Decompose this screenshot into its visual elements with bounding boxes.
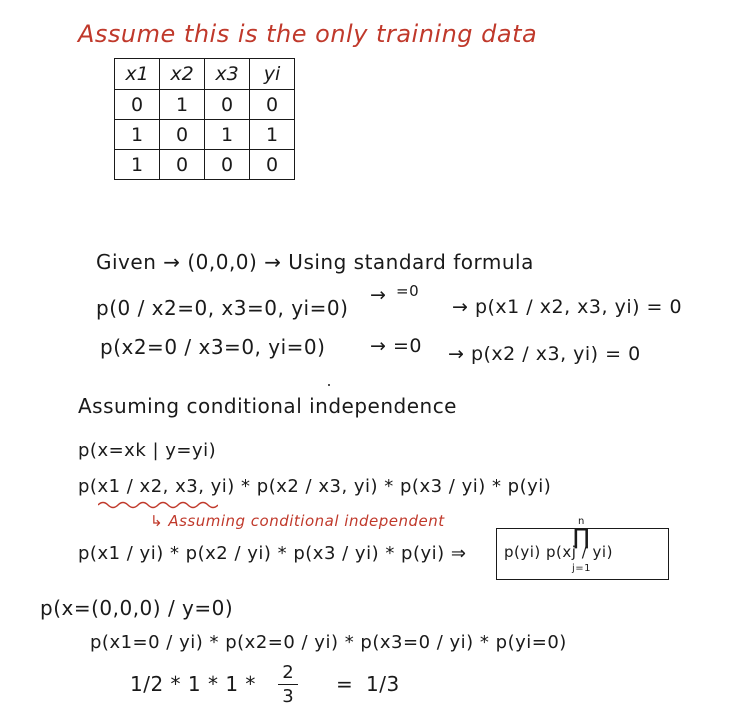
chain-rule-note: ↳ Assuming conditional independent	[150, 512, 445, 530]
boxed-formula: p(yi) p(xj / yi)	[504, 543, 613, 561]
calculation-line: 1/2 * 1 * 1 *	[130, 672, 256, 696]
example-expansion-line: p(x1=0 / yi) * p(x2=0 / yi) * p(x3=0 / yi) * p(yi=0)	[90, 632, 567, 653]
table-cell: 0	[205, 150, 250, 180]
table-cell: 0	[160, 120, 205, 150]
final-result: 1/3	[366, 672, 400, 696]
table-cell: 0	[250, 90, 295, 120]
table-row	[115, 120, 295, 150]
column-header-x2: x2	[160, 59, 205, 90]
fraction-denominator: 3	[282, 686, 294, 707]
product-symbol: ∏	[573, 525, 591, 550]
product-expansion-line: p(x1 / yi) * p(x2 / yi) * p(x3 / yi) * p(yi) ⇒	[78, 543, 467, 564]
assuming-heading: Assuming conditional independence	[78, 394, 457, 418]
table-cell: 0	[160, 150, 205, 180]
probability-line-1: p(0 / x2=0, x3=0, yi=0)	[96, 296, 349, 320]
eq-zero-tag: =0	[396, 282, 420, 300]
table-cell: 1	[115, 120, 160, 150]
table-cell: 0	[250, 150, 295, 180]
table-row	[115, 90, 295, 120]
table-cell: 1	[115, 150, 160, 180]
equals-sign: =	[336, 672, 354, 696]
probability-line-2-arrow: → =0	[370, 335, 422, 357]
fraction-two-thirds	[278, 662, 298, 707]
table-cell: 0	[115, 90, 160, 120]
table-cell: 0	[205, 90, 250, 120]
chain-rule-line: p(x1 / x2, x3, yi) * p(x2 / x3, yi) * p(x3 / yi) * p(yi)	[78, 476, 552, 497]
page-title: Assume this is the only training data	[78, 20, 538, 48]
column-header-x3: x3	[205, 59, 250, 90]
given-line: Given → (0,0,0) → Using standard formula	[96, 250, 534, 274]
product-upper-limit: n	[578, 516, 585, 527]
table-row	[115, 150, 295, 180]
table-cell: 1	[205, 120, 250, 150]
ink-dot	[328, 384, 330, 386]
probability-line-2-result: → p(x2 / x3, yi) = 0	[448, 343, 641, 365]
table-cell: 1	[160, 90, 205, 120]
wavy-underline	[98, 500, 218, 510]
probability-line-2: p(x2=0 / x3=0, yi=0)	[100, 335, 326, 359]
probability-line-1-result: → p(x1 / x2, x3, yi) = 0	[452, 296, 683, 318]
px-equals-xk-line: p(x=xk | y=yi)	[78, 440, 217, 461]
training-data-table	[114, 58, 295, 180]
table-cell: 1	[250, 120, 295, 150]
column-header-yi: yi	[250, 59, 295, 90]
fraction-numerator: 2	[282, 662, 294, 683]
example-heading: p(x=(0,0,0) / y=0)	[40, 596, 234, 620]
table-header-row	[115, 59, 295, 90]
probability-line-1-arrow: →	[370, 284, 387, 306]
product-lower-limit: j=1	[572, 563, 592, 574]
column-header-x1: x1	[115, 59, 160, 90]
